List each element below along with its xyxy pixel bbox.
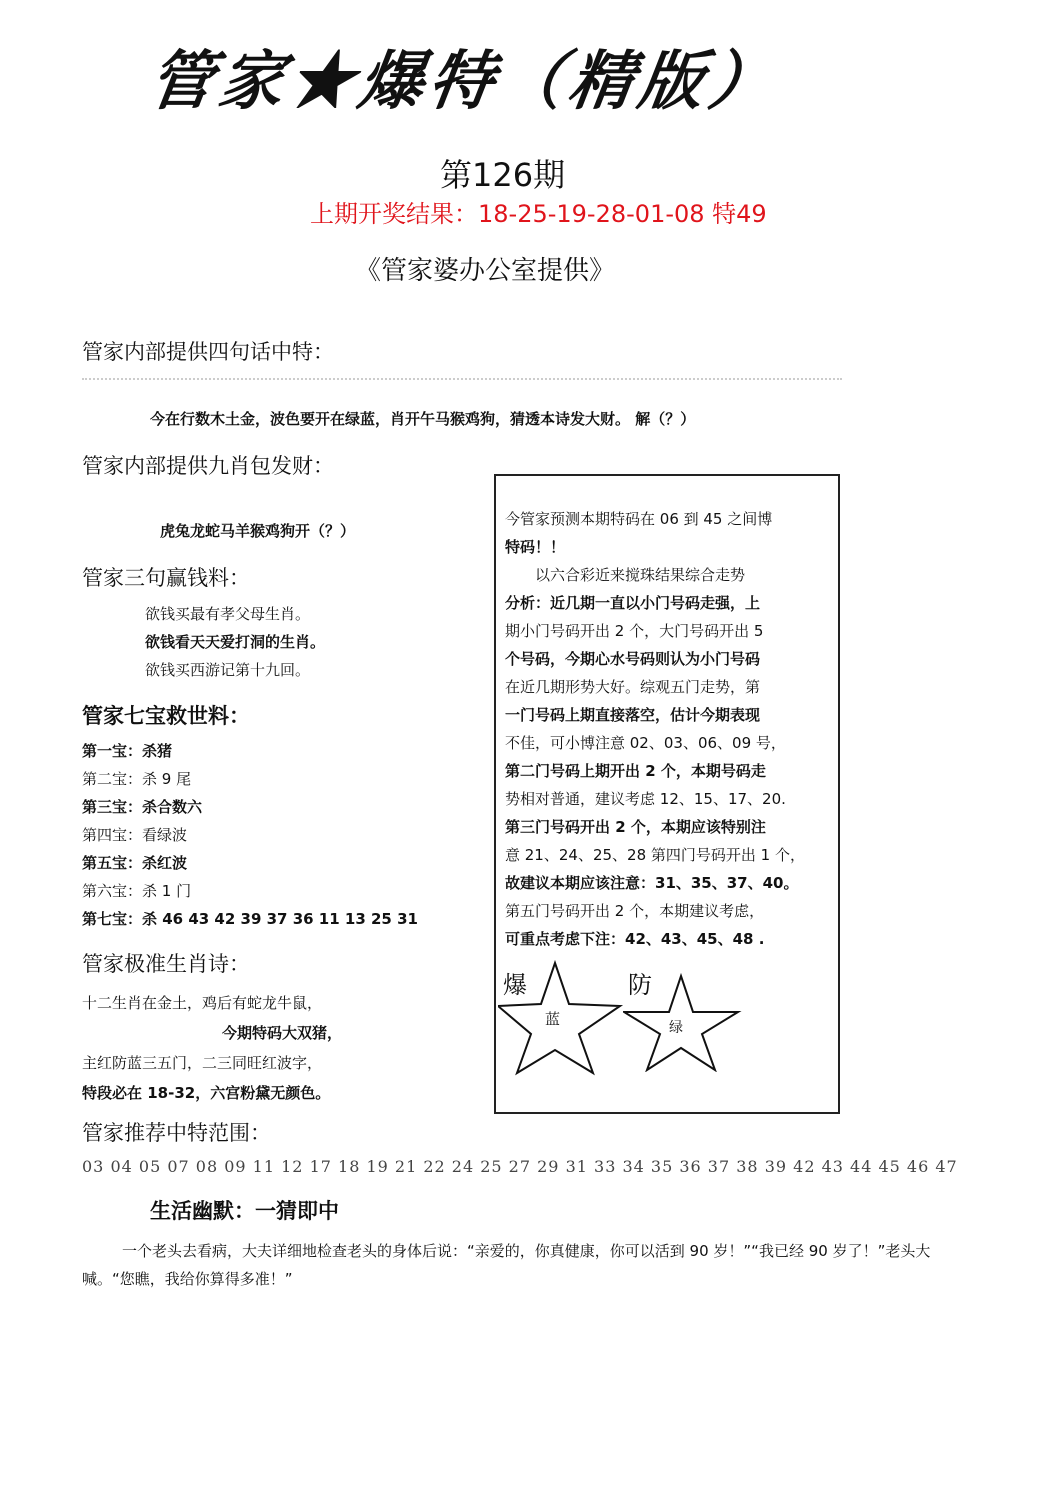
- poem-line: 主红防蓝三五门，二三同旺红波字，: [82, 1054, 323, 1072]
- star1-label: 爆: [503, 971, 527, 999]
- treasure-line: 第三宝：杀合数六: [82, 798, 203, 816]
- analysis-line: 势相对普通，建议考虑 12、15、17、20.: [505, 790, 786, 808]
- treasure-line: 第一宝：杀猪: [82, 742, 173, 760]
- page-title: 管家★爆特（精版）: [143, 44, 785, 119]
- sec1-text: 今在行数木土金，波色要开在绿蓝，肖开午马猴鸡狗，猜透本诗发大财。 解（？）: [150, 410, 696, 428]
- last-result: 上期开奖结果：18-25-19-28-01-08 特49: [310, 200, 767, 228]
- dotted-divider: [82, 378, 842, 380]
- poem-line: 十二生肖在金土，鸡后有蛇龙牛鼠，: [82, 994, 323, 1012]
- issue-number: 第126期: [440, 156, 566, 194]
- joke-text: 一个老头去看病，大夫详细地检查老头的身体后说：“亲爱的，你真健康，你可以活到 90 岁！”“我已经 90 岁了！”老头大喊。“您瞧，我给你算得多准！”: [82, 1242, 931, 1288]
- analysis-line: 可重点考虑下注：42、43、45、48 .: [505, 930, 765, 948]
- sec3-line: 欲钱看天天爱打洞的生肖。: [145, 633, 326, 651]
- sec3-line: 欲钱买西游记第十九回。: [145, 661, 311, 679]
- treasure-line: 第二宝：杀 9 尾: [82, 770, 192, 788]
- sec3-line: 欲钱买最有孝父母生肖。: [145, 605, 311, 623]
- star-green-icon: [623, 972, 743, 1072]
- analysis-line: 第二门号码上期开出 2 个，本期号码走: [505, 762, 766, 780]
- analysis-line: 个号码，今期心水号码则认为小门号码: [505, 650, 761, 668]
- analysis-text: [505, 505, 837, 953]
- star2-label: 防: [628, 971, 652, 999]
- analysis-line: 一门号码上期直接落空，估计今期表现: [505, 706, 761, 724]
- sec6-heading: 管家推荐中特范围：: [82, 1121, 271, 1145]
- star2-inner: 绿: [669, 1020, 683, 1036]
- treasure-line: 第七宝：杀 46 43 42 39 37 36 11 13 25 31: [82, 910, 418, 928]
- joke-heading: 生活幽默：一猜即中: [150, 1199, 339, 1223]
- sec5-heading: 管家极准生肖诗：: [82, 952, 250, 976]
- analysis-line: 第三门号码开出 2 个，本期应该特别注: [505, 818, 766, 836]
- provider: 《管家婆办公室提供》: [355, 256, 616, 286]
- sec5-poem: [82, 988, 342, 1108]
- sec2-heading: 管家内部提供九肖包发财：: [82, 454, 334, 478]
- analysis-line: 不佳，可小博注意 02、03、06、09 号，: [505, 734, 786, 752]
- star-blue-icon: [498, 958, 628, 1078]
- sec4-lines: [82, 737, 418, 933]
- analysis-line: 特码！！: [505, 538, 566, 556]
- treasure-line: 第五宝：杀红波: [82, 854, 188, 872]
- treasure-line: 第四宝：看绿波: [82, 826, 188, 844]
- analysis-line: 今管家预测本期特码在 06 到 45 之间博: [505, 510, 773, 528]
- treasure-line: 第六宝：杀 1 门: [82, 882, 192, 900]
- analysis-line: 期小门号码开出 2 个，大门号码开出 5: [505, 622, 764, 640]
- sec4-heading: 管家七宝救世料：: [82, 703, 250, 728]
- star1-inner: 蓝: [545, 1010, 561, 1028]
- sec3-lines: [145, 600, 325, 684]
- sec2-text: 虎兔龙蛇马羊猴鸡狗开（？）: [160, 522, 356, 540]
- analysis-line: 以六合彩近来搅珠结果综合走势: [505, 566, 746, 584]
- sec1-heading: 管家内部提供四句话中特：: [82, 340, 334, 364]
- poem-line: 特段必在 18-32，六宫粉黛无颜色。: [82, 1084, 331, 1102]
- analysis-line: 第五门号码开出 2 个，本期建议考虑，: [505, 902, 765, 920]
- analysis-line: 分析：近几期一直以小门号码走强，上: [505, 594, 761, 612]
- range-numbers: 03 04 05 07 08 09 11 12 17 18 19 21 22 24 25 27 29 31 33 34 35 36 37 38 39 42 43 44 45 46 47: [82, 1157, 958, 1176]
- analysis-line: 意 21、24、25、28 第四门号码开出 1 个，: [505, 846, 805, 864]
- poem-line: 今期特码大双猪，: [222, 1024, 343, 1042]
- sec3-heading: 管家三句赢钱料：: [82, 566, 250, 590]
- analysis-line: 故建议本期应该注意：31、35、37、40。: [505, 874, 799, 892]
- analysis-line: 在近几期形势大好。综观五门走势，第: [505, 678, 761, 696]
